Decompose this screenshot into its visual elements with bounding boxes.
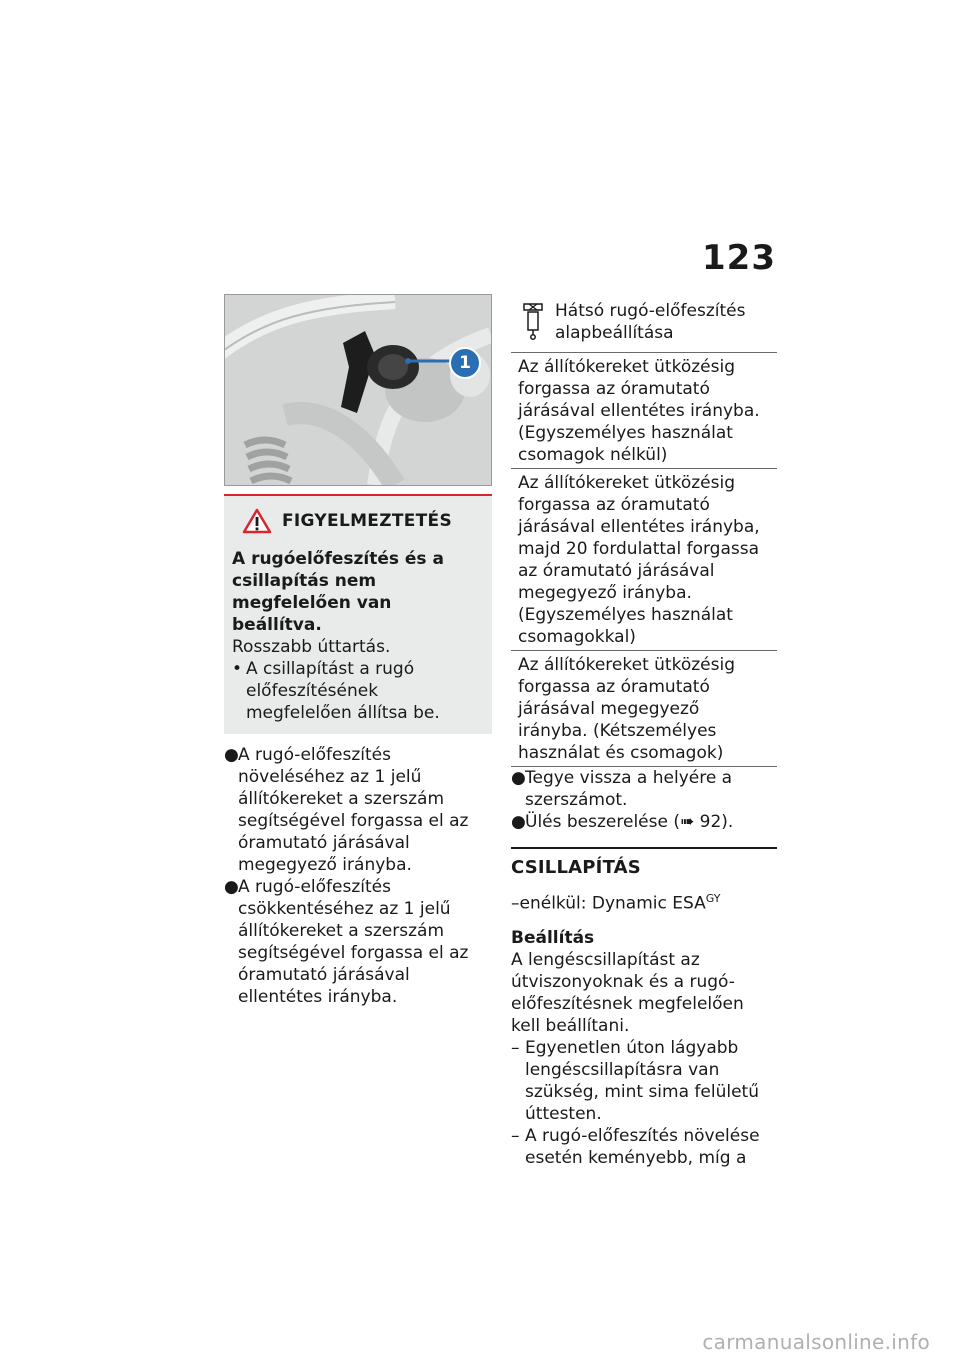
dash-marker: –: [511, 1037, 520, 1058]
list-item: [511, 767, 777, 811]
warning-title: FIGYELMEZTETÉS: [282, 511, 452, 531]
variant-superscript: GY: [705, 892, 721, 905]
callout-number: 1: [459, 353, 471, 373]
watermark: carmanualsonline.info: [702, 1330, 930, 1354]
warning-box: [224, 494, 492, 734]
spec-table-title: Hátsó rugó-előfeszítés alapbeállítása: [555, 301, 746, 343]
adjuster-photo: [224, 294, 492, 486]
subheading: Beállítás: [511, 927, 595, 948]
warning-consequence: Rosszabb úttartás.: [232, 637, 391, 657]
list-item: [511, 1037, 777, 1125]
list-item-text: A rugó-előfeszítés növeléséhez az 1 jelű állítókereket a szerszám segítségével forgassa el az óramutató járásával megegyező irányba.: [238, 745, 469, 875]
list-item: [511, 1125, 777, 1169]
list-item-text: Tegye vissza a helyére a szerszámot.: [525, 768, 733, 810]
list-item: [224, 744, 492, 876]
list-item-text: Ülés beszerelése (➠ 92).: [525, 812, 734, 832]
list-item: [511, 811, 777, 833]
variant-note: [511, 888, 777, 915]
right-bullet-list: [511, 767, 777, 833]
shock-absorber-icon: [521, 302, 545, 340]
bullet-dot: ●: [224, 745, 239, 765]
section-divider: [511, 847, 777, 849]
spec-table-header: [511, 294, 777, 353]
right-column: [511, 294, 777, 1169]
table-row: Az állítókereket ütközésig forgassa az óramutató járásával megegyező irányba. (Kétszemélyes használat és csomagok): [518, 655, 735, 763]
list-item: [224, 876, 492, 1008]
bullet-dot: ●: [511, 812, 526, 832]
bullet-dot: ●: [511, 768, 526, 788]
warning-lead: A rugóelőfeszítés és a csillapítás nem megfelelően van beállítva.: [232, 549, 444, 635]
dash-marker: –: [511, 1125, 520, 1146]
warning-instruction: [232, 658, 484, 724]
callout-badge: [449, 347, 481, 379]
photo-illustration: [225, 295, 491, 485]
warning-instruction-text: A csillapítást a rugó előfeszítésének megfelelően állítsa be.: [246, 659, 440, 723]
variant-text: –enélkül: Dynamic ESA: [511, 893, 706, 914]
list-item-text: A rugó-előfeszítés növelése esetén keményebb, míg a: [525, 1125, 760, 1168]
spec-table: [511, 294, 777, 767]
left-bullet-list: [224, 744, 492, 1008]
table-row: Az állítókereket ütközésig forgassa az óramutató járásával ellentétes irányba. (Egyszemélyes használat csomagok nélkül): [511, 353, 777, 469]
list-item-text: Egyenetlen úton lágyabb lengéscsillapításra van szükség, mint sima felületű úttesten.: [525, 1037, 759, 1124]
page-number: 123: [702, 238, 776, 278]
dash-list: [511, 1037, 777, 1169]
warning-triangle-icon: [242, 508, 272, 534]
table-row: Az állítókereket ütközésig forgassa az óramutató járásával ellentétes irányba, majd 20 fordulattal forgassa az óramutató járásával megegyező irányba. (Egyszemélyes használat csomagokkal): [511, 469, 777, 651]
bullet-dot: •: [232, 659, 243, 679]
list-item-text: A rugó-előfeszítés csökkentéséhez az 1 jelű állítókereket a szerszám segítségével forgassa el az óramutató járásával ellentétes irányba.: [238, 877, 469, 1007]
bullet-dot: ●: [224, 877, 239, 897]
left-column: [224, 294, 492, 1008]
section-title: CSILLAPÍTÁS: [511, 857, 641, 878]
paragraph: A lengéscsillapítást az útviszonyoknak és a rugó-előfeszítésnek megfelelően kell beállítani.: [511, 949, 744, 1036]
